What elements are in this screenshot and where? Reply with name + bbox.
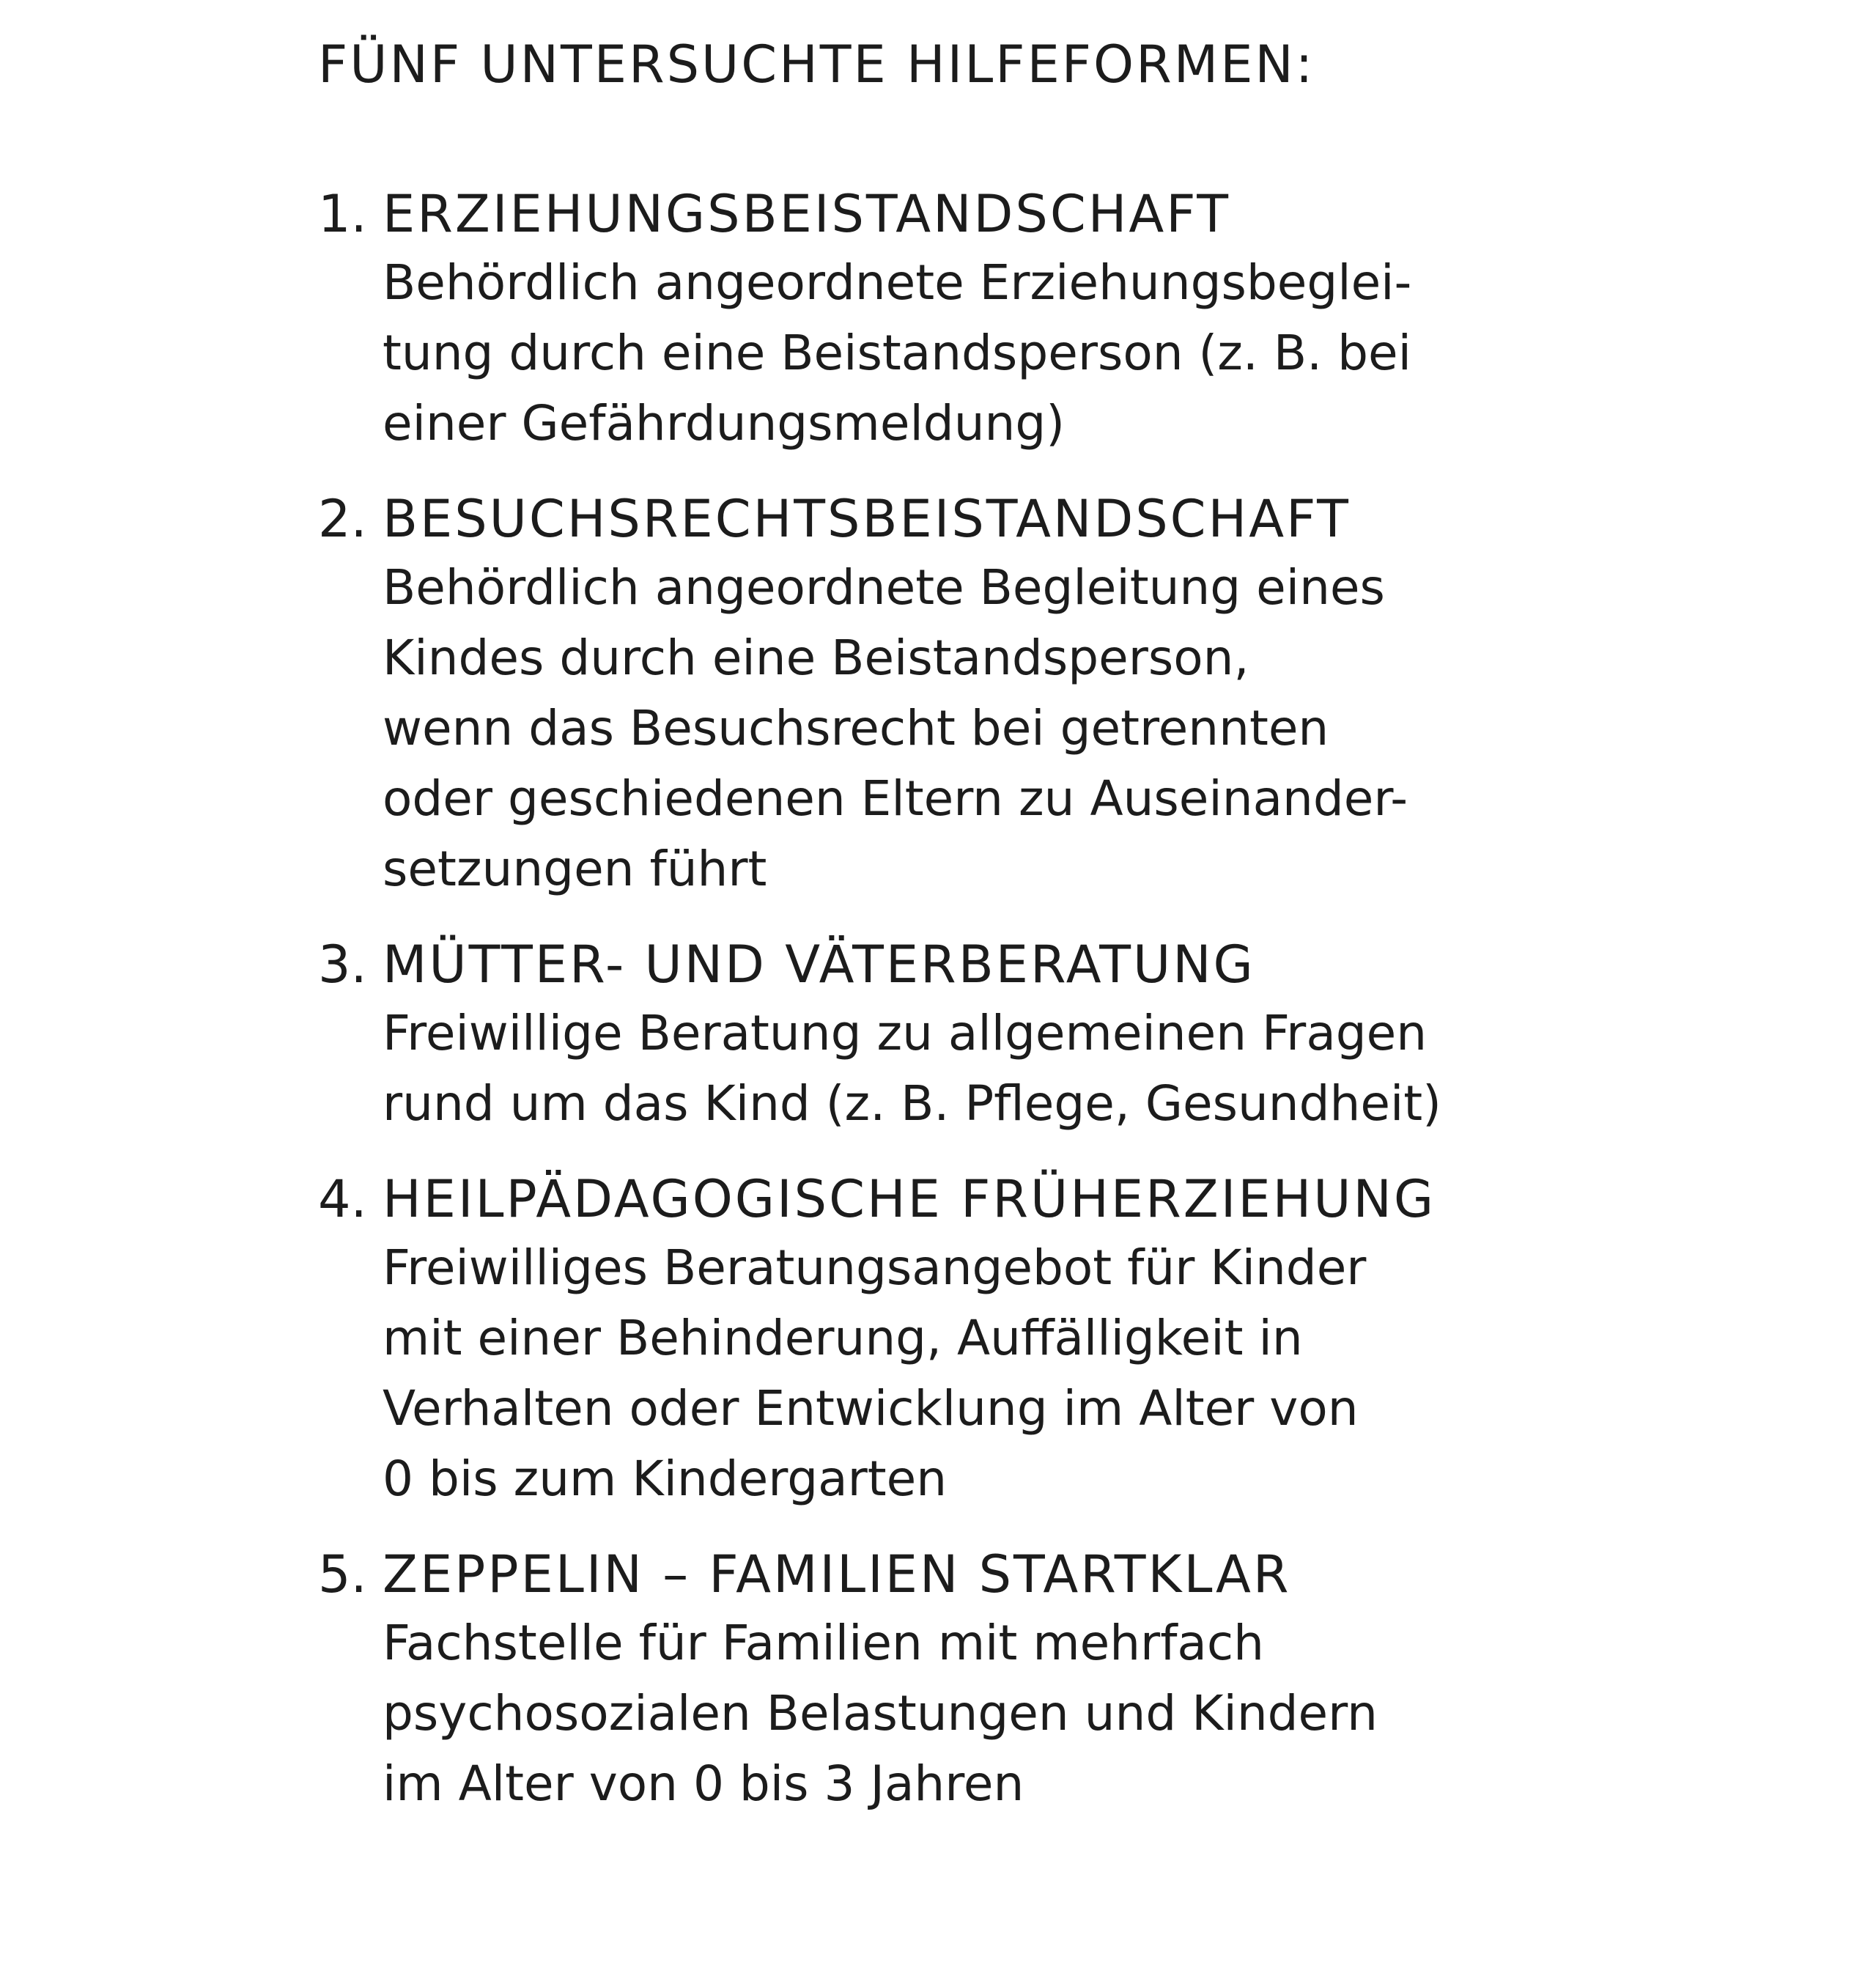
description-line: 0 bis zum Kindergarten — [383, 1451, 948, 1507]
item-heading: MÜTTER- UND VÄTERBERATUNG — [383, 935, 1255, 995]
item-heading: ZEPPELIN – FAMILIEN STARTKLAR — [383, 1544, 1291, 1604]
item-number: 2. — [318, 489, 367, 549]
item-number: 4. — [318, 1169, 367, 1229]
item-heading: BESUCHSRECHTSBEISTANDSCHAFT — [383, 489, 1351, 549]
description-line: Freiwilliges Beratungsangebot für Kinder — [383, 1239, 1367, 1296]
item-description — [383, 248, 1564, 459]
item-number: 5. — [318, 1544, 367, 1604]
description-line: Freiwillige Beratung zu allgemeinen Fragen — [383, 1005, 1428, 1061]
list-item — [318, 1541, 1564, 1819]
description-line: mit einer Behinderung, Auffälligkeit in — [383, 1310, 1303, 1366]
item-heading: HEILPÄDAGOGISCHE FRÜHERZIEHUNG — [383, 1169, 1436, 1229]
description-line: Verhalten oder Entwicklung im Alter von — [383, 1380, 1359, 1437]
list-item — [318, 180, 1564, 459]
description-line: Behördlich angeordnete Erziehungsbeglei- — [383, 254, 1412, 311]
item-number: 1. — [318, 184, 367, 244]
description-line: Fachstelle für Familien mit mehrfach — [383, 1615, 1264, 1671]
help-forms-list — [318, 180, 1564, 1819]
description-line: psychosozialen Belastungen und Kindern — [383, 1685, 1378, 1742]
document-title: FÜNF UNTERSUCHTE HILFEFORMEN: — [318, 34, 1315, 95]
item-heading: ERZIEHUNGSBEISTANDSCHAFT — [383, 184, 1231, 244]
item-description — [383, 553, 1564, 904]
description-line: rund um das Kind (z. B. Pflege, Gesundheit) — [383, 1075, 1441, 1132]
description-line: wenn das Besuchsrecht bei getrennten — [383, 700, 1329, 756]
description-line: tung durch eine Beistandsperson (z. B. bei — [383, 325, 1411, 381]
list-item — [318, 931, 1564, 1139]
list-item — [318, 485, 1564, 904]
item-description — [383, 1233, 1564, 1514]
description-line: Kindes durch eine Beistandsperson, — [383, 630, 1249, 686]
item-number: 3. — [318, 935, 367, 995]
item-description — [383, 1608, 1564, 1819]
list-item — [318, 1165, 1564, 1514]
description-line: oder geschiedenen Eltern zu Auseinander- — [383, 770, 1408, 827]
document — [318, 35, 1564, 1819]
description-line: Behördlich angeordnete Begleitung eines — [383, 559, 1385, 616]
item-description — [383, 998, 1564, 1139]
description-line: einer Gefährdungsmeldung) — [383, 395, 1065, 452]
description-line: im Alter von 0 bis 3 Jahren — [383, 1755, 1024, 1812]
description-line: setzungen führt — [383, 841, 767, 897]
